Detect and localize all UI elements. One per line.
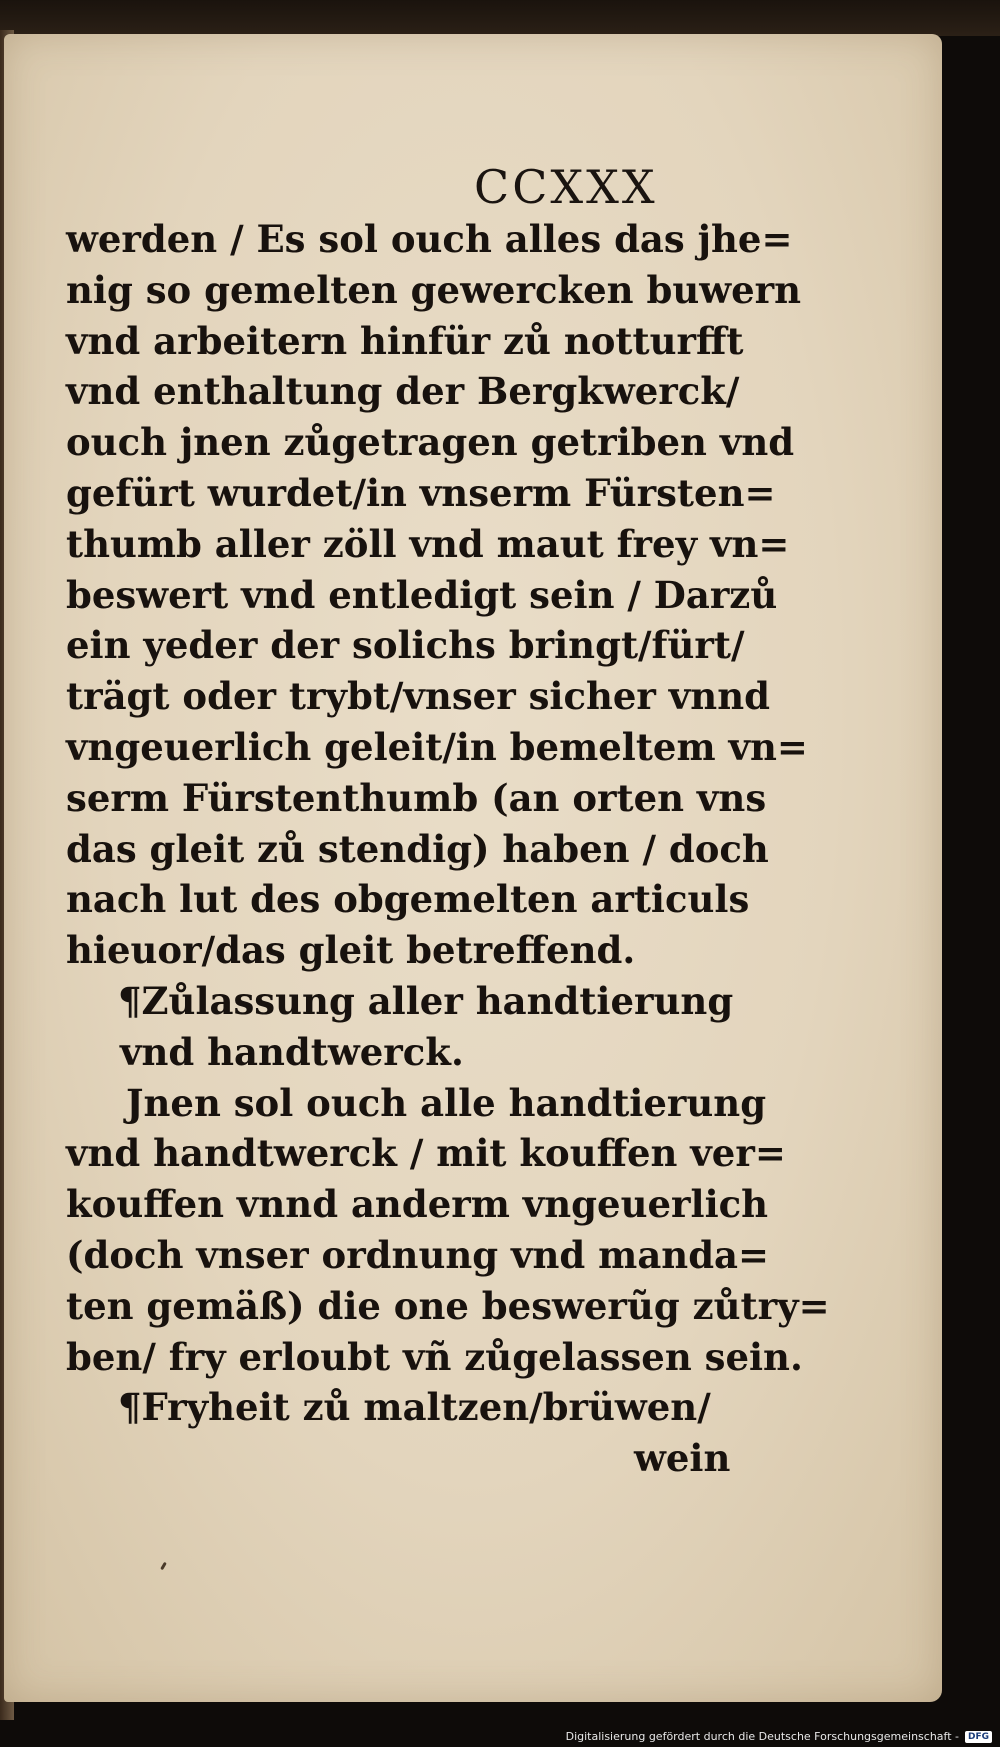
section-heading: ¶Fryheit zů maltzen/brüwen/ <box>118 1385 711 1430</box>
text-line: serm Fürstenthumb (an orten vns <box>66 775 767 820</box>
text-line: vnd handtwerck / mit kouffen ver= <box>66 1131 786 1176</box>
text-line: thumb aller zöll vnd maut frey vn= <box>66 521 790 566</box>
text-line: beswert vnd entledigt sein / Darzů <box>66 572 778 617</box>
catchword: wein <box>634 1436 731 1481</box>
book-page <box>4 34 942 1702</box>
text-line: ben/ fry erloubt vñ zůgelassen sein. <box>66 1334 803 1379</box>
text-line: trägt oder trybt/vnser sicher vnnd <box>66 674 770 719</box>
text-line: werden / Es sol ouch alles das jhe= <box>66 217 793 261</box>
page-text <box>66 214 830 1484</box>
digitization-credit <box>566 1730 992 1743</box>
text-line: gefürt wurdet/in vnserm Fürsten= <box>66 470 776 515</box>
text-line: hieuor/das gleit betreffend. <box>66 928 636 973</box>
text-line: (doch vnser ordnung vnd manda= <box>66 1232 770 1277</box>
text-line: ein yeder der solichs bringt/fürt/ <box>66 623 745 668</box>
section-heading-continued: vnd handtwerck. <box>120 1029 464 1074</box>
paper-blemish <box>160 1562 167 1570</box>
text-line: vngeuerlich geleit/in bemeltem vn= <box>66 724 808 769</box>
text-line: ouch jnen zůgetragen getriben vnd <box>66 420 795 465</box>
text-line: nig so gemelten gewercken buwern <box>66 267 802 312</box>
credit-text: Digitalisierung gefördert durch die Deutsche Forschungsgemeinschaft - <box>565 1730 959 1743</box>
section-heading: ¶Zůlassung aller handtierung <box>118 978 734 1023</box>
paragraph-first-line: Jnen sol ouch alle handtierung <box>126 1080 767 1125</box>
text-line: vnd arbeitern hinfür zů notturfft <box>66 318 744 363</box>
folio-number: CCXXX <box>474 160 658 214</box>
text-line: kouffen vnnd anderm vngeuerlich <box>66 1182 769 1227</box>
dfg-logo-icon: DFG <box>965 1731 992 1743</box>
book-top-edge <box>0 0 1000 36</box>
text-line: ten gemäß) die one beswerũg zůtry= <box>66 1283 830 1328</box>
text-line: das gleit zů stendig) haben / doch <box>66 826 769 871</box>
text-line: nach lut des obgemelten articuls <box>66 877 750 922</box>
text-line: vnd enthaltung der Bergkwerck/ <box>66 369 740 414</box>
